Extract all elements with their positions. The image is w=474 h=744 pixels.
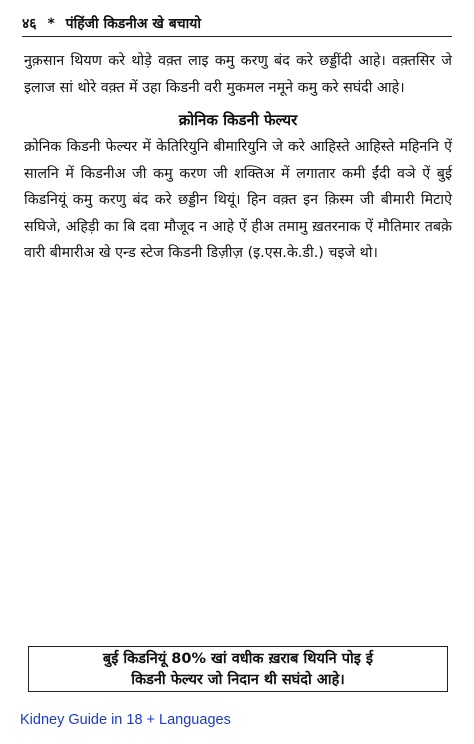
body-paragraph-2: क्रोनिक किडनी फेल्यर में केतिरियुनि बीमारियुनि जे करे आहिस्ते आहिस्ते महिननि ऐं सालनि में किडनीअ जी कमु करण जी शक्तिअ में लगातार कमी ईंदी वञे ऐं बुई किडनियूं कमु करणु बंद करे छड्डीन थियूं। हिन वक़्त इन क़िस्म जी बीमारी मिटाऐ सघिजे, अहिड़ी का बि दवा मौजूद न आहे ऐं हीअ तमामु ख़तरनाक ऐं मौतिमार तबक़े वारी बीमारीअ खे एन्ड स्टेज किडनी डिज़ीज़ (इ.एस.के.डी.) चइजे थो। [24, 139, 452, 261]
body-paragraph-1: नुक़सान थियण करे थोड़े वक़्त लाइ कमु करणु बंद करे छड्डींदी आहे। वक़्तसिर जे इलाज सां थोरे वक़्त में उहा किडनी वरी मुकमल नमूने कमु करे सघंदी आहे। [24, 53, 452, 96]
header-separator: * [47, 16, 55, 32]
callout-box [28, 646, 448, 692]
book-title: पंहिंजी किडनीअ खे बचायो [65, 16, 201, 32]
page-header [22, 14, 452, 37]
page-number: ४६ [22, 16, 37, 32]
callout-line-1: बुई किडनियूं 80% खां वधीक ख़राब थियनि पोइ ई [102, 651, 374, 667]
callout-line-2: किडनी फेल्यर जो निदान थी सघंदो आहे। [131, 672, 345, 688]
kidney-guide-link[interactable]: Kidney Guide in 18 + Languages [20, 712, 231, 728]
section-heading: क्रोनिक किडनी फेल्यर [178, 111, 298, 129]
